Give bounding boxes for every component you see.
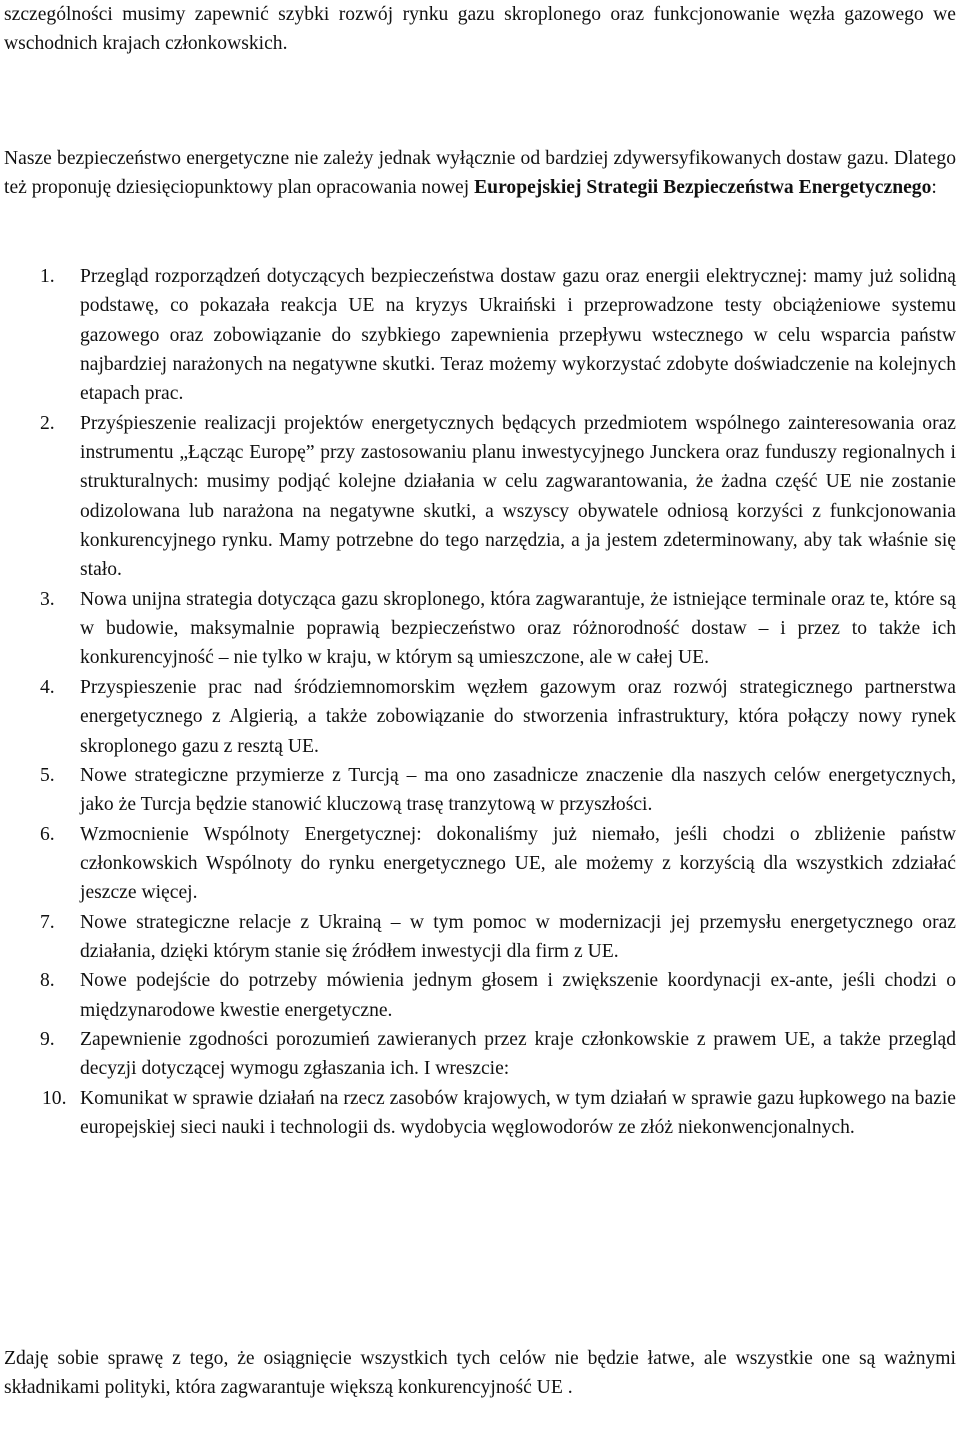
paragraph-intro-text: Nasze bezpieczeństwo energetyczne nie zależy jednak wyłącznie od bardziej zdywersyfikowanych dostaw gazu. Dlatego też proponuję dziesięciopunktowy plan opracowania nowej <box>4 148 956 199</box>
list-item <box>4 820 956 908</box>
list-item <box>4 908 956 967</box>
list-item-number: 7. <box>40 911 55 933</box>
list-item-text: Nowe strategiczne przymierze z Turcją – ma ono zasadnicze znaczenie dla naszych celów energetycznych, jako że Turcja będzie stanowić kluczową trasę tranzytową w przyszłości. <box>80 764 956 816</box>
list-item <box>4 1025 956 1084</box>
list-item-number: 5. <box>40 764 55 786</box>
list-item <box>4 409 956 585</box>
strategy-title: Europejskiej Strategii Bezpieczeństwa Energetycznego <box>474 177 932 199</box>
list-item-number: 10. <box>42 1087 67 1109</box>
list-item <box>4 585 956 673</box>
list-item-number: 1. <box>40 266 55 287</box>
list-item <box>4 1084 956 1143</box>
list-item-text: Nowe strategiczne relacje z Ukrainą – w tym pomoc w modernizacji jej przemysłu energetycznego oraz działania, dzięki którym stanie się źródłem inwestycji dla firm z UE. <box>80 911 956 962</box>
list-item-number: 2. <box>40 412 55 434</box>
list-item-number: 6. <box>40 823 55 845</box>
paragraph-outro: Zdaję sobie sprawę z tego, że osiągnięcie wszystkich tych celów nie będzie łatwe, ale wszystkie one są ważnymi składnikami polityki, która zagwarantuje większą konkurencyjność UE . <box>4 1348 956 1399</box>
paragraph-top: szczególności musimy zapewnić szybki rozwój rynku gazu skroplonego oraz funkcjonowanie węzła gazowego we wschodnich krajach członkowskich. <box>4 4 956 55</box>
list-item-number: 4. <box>40 676 55 698</box>
list-item-number: 8. <box>40 970 55 992</box>
paragraph-intro <box>4 144 956 203</box>
list-item-text: Zapewnienie zgodności porozumień zawieranych przez kraje członkowskie z prawem UE, a także przegląd decyzji dotyczącej wymogu zgłaszania ich. I wreszcie: <box>80 1028 956 1080</box>
list-item-text: Nowe podejście do potrzeby mówienia jednym głosem i zwiększenie koordynacji ex-ante, jeśli chodzi o międzynarodowe kwestie energetyczne. <box>80 970 956 1021</box>
list-item-number: 3. <box>40 588 55 610</box>
list-item-text: Komunikat w sprawie działań na rzecz zasobów krajowych, w tym działań w sprawie gazu łupkowego na bazie europejskiej sieci nauki i technologii ds. wydobycia węglowodorów ze złóż niekonwencjonalnych. <box>80 1087 956 1138</box>
ten-point-plan-list <box>4 262 956 1142</box>
list-item-text: Przyśpieszenie realizacji projektów energetycznych będących przedmiotem wspólnego zainteresowania oraz instrumentu „Łącząc Europę” przy zastosowaniu planu inwestycyjnego Junckera oraz funduszy regionalnych i strukturalnych: musimy podjąć kolejne działania w celu zagwarantowania, że żadna część UE nie zostanie odizolowana lub narażona na negatywne skutki, a wszyscy obywatele odniosą korzyści z funkcjonowania konkurencyjnego rynku. Mamy potrzebne do tego narzędzia, a ja jestem zdeterminowany, aby tak właśnie się stało. <box>80 412 956 581</box>
list-item <box>4 966 956 1025</box>
list-item-text: Przyspieszenie prac nad śródziemnomorskim węzłem gazowym oraz rozwój strategicznego partnerstwa energetycznego z Algierią, a także zobowiązanie do stworzenia infrastruktury, która połączy nowy rynek skroplonego gazu z resztą UE. <box>80 676 956 757</box>
list-item-text: Wzmocnienie Wspólnoty Energetycznej: dokonaliśmy już niemało, jeśli chodzi o zbliżenie państw członkowskich Wspólnoty do rynku energetycznego UE, ale możemy z korzyścią dla wszystkich zdziałać jeszcze więcej. <box>80 823 956 904</box>
list-item <box>4 673 956 761</box>
list-item-text: Przegląd rozporządzeń dotyczących bezpieczeństwa dostaw gazu oraz energii elektrycznej: mamy już solidną podstawę, co pokazała reakcja UE na kryzys Ukraiński i przeprowadzone testy obciążeniowe systemu gazowego oraz zobowiązanie do szybkiego zapewnienia przepływu wstecznego w celu wsparcia państw najbardziej narażonych na negatywne skutki. Teraz możemy wykorzystać zdobyte doświadczenie na kolejnych etapach prac. <box>80 266 956 405</box>
list-item <box>4 761 956 820</box>
list-item <box>4 262 956 409</box>
paragraph-intro-colon: : <box>931 177 937 199</box>
list-item-number: 9. <box>40 1028 55 1050</box>
list-item-text: Nowa unijna strategia dotycząca gazu skroplonego, która zagwarantuje, że istniejące terminale oraz te, które są w budowie, maksymalnie poprawią bezpieczeństwo oraz różnorodność dostaw – i przez to także ich konkurencyjność – nie tylko w kraju, w którym są umieszczone, ale w całej UE. <box>80 588 956 669</box>
